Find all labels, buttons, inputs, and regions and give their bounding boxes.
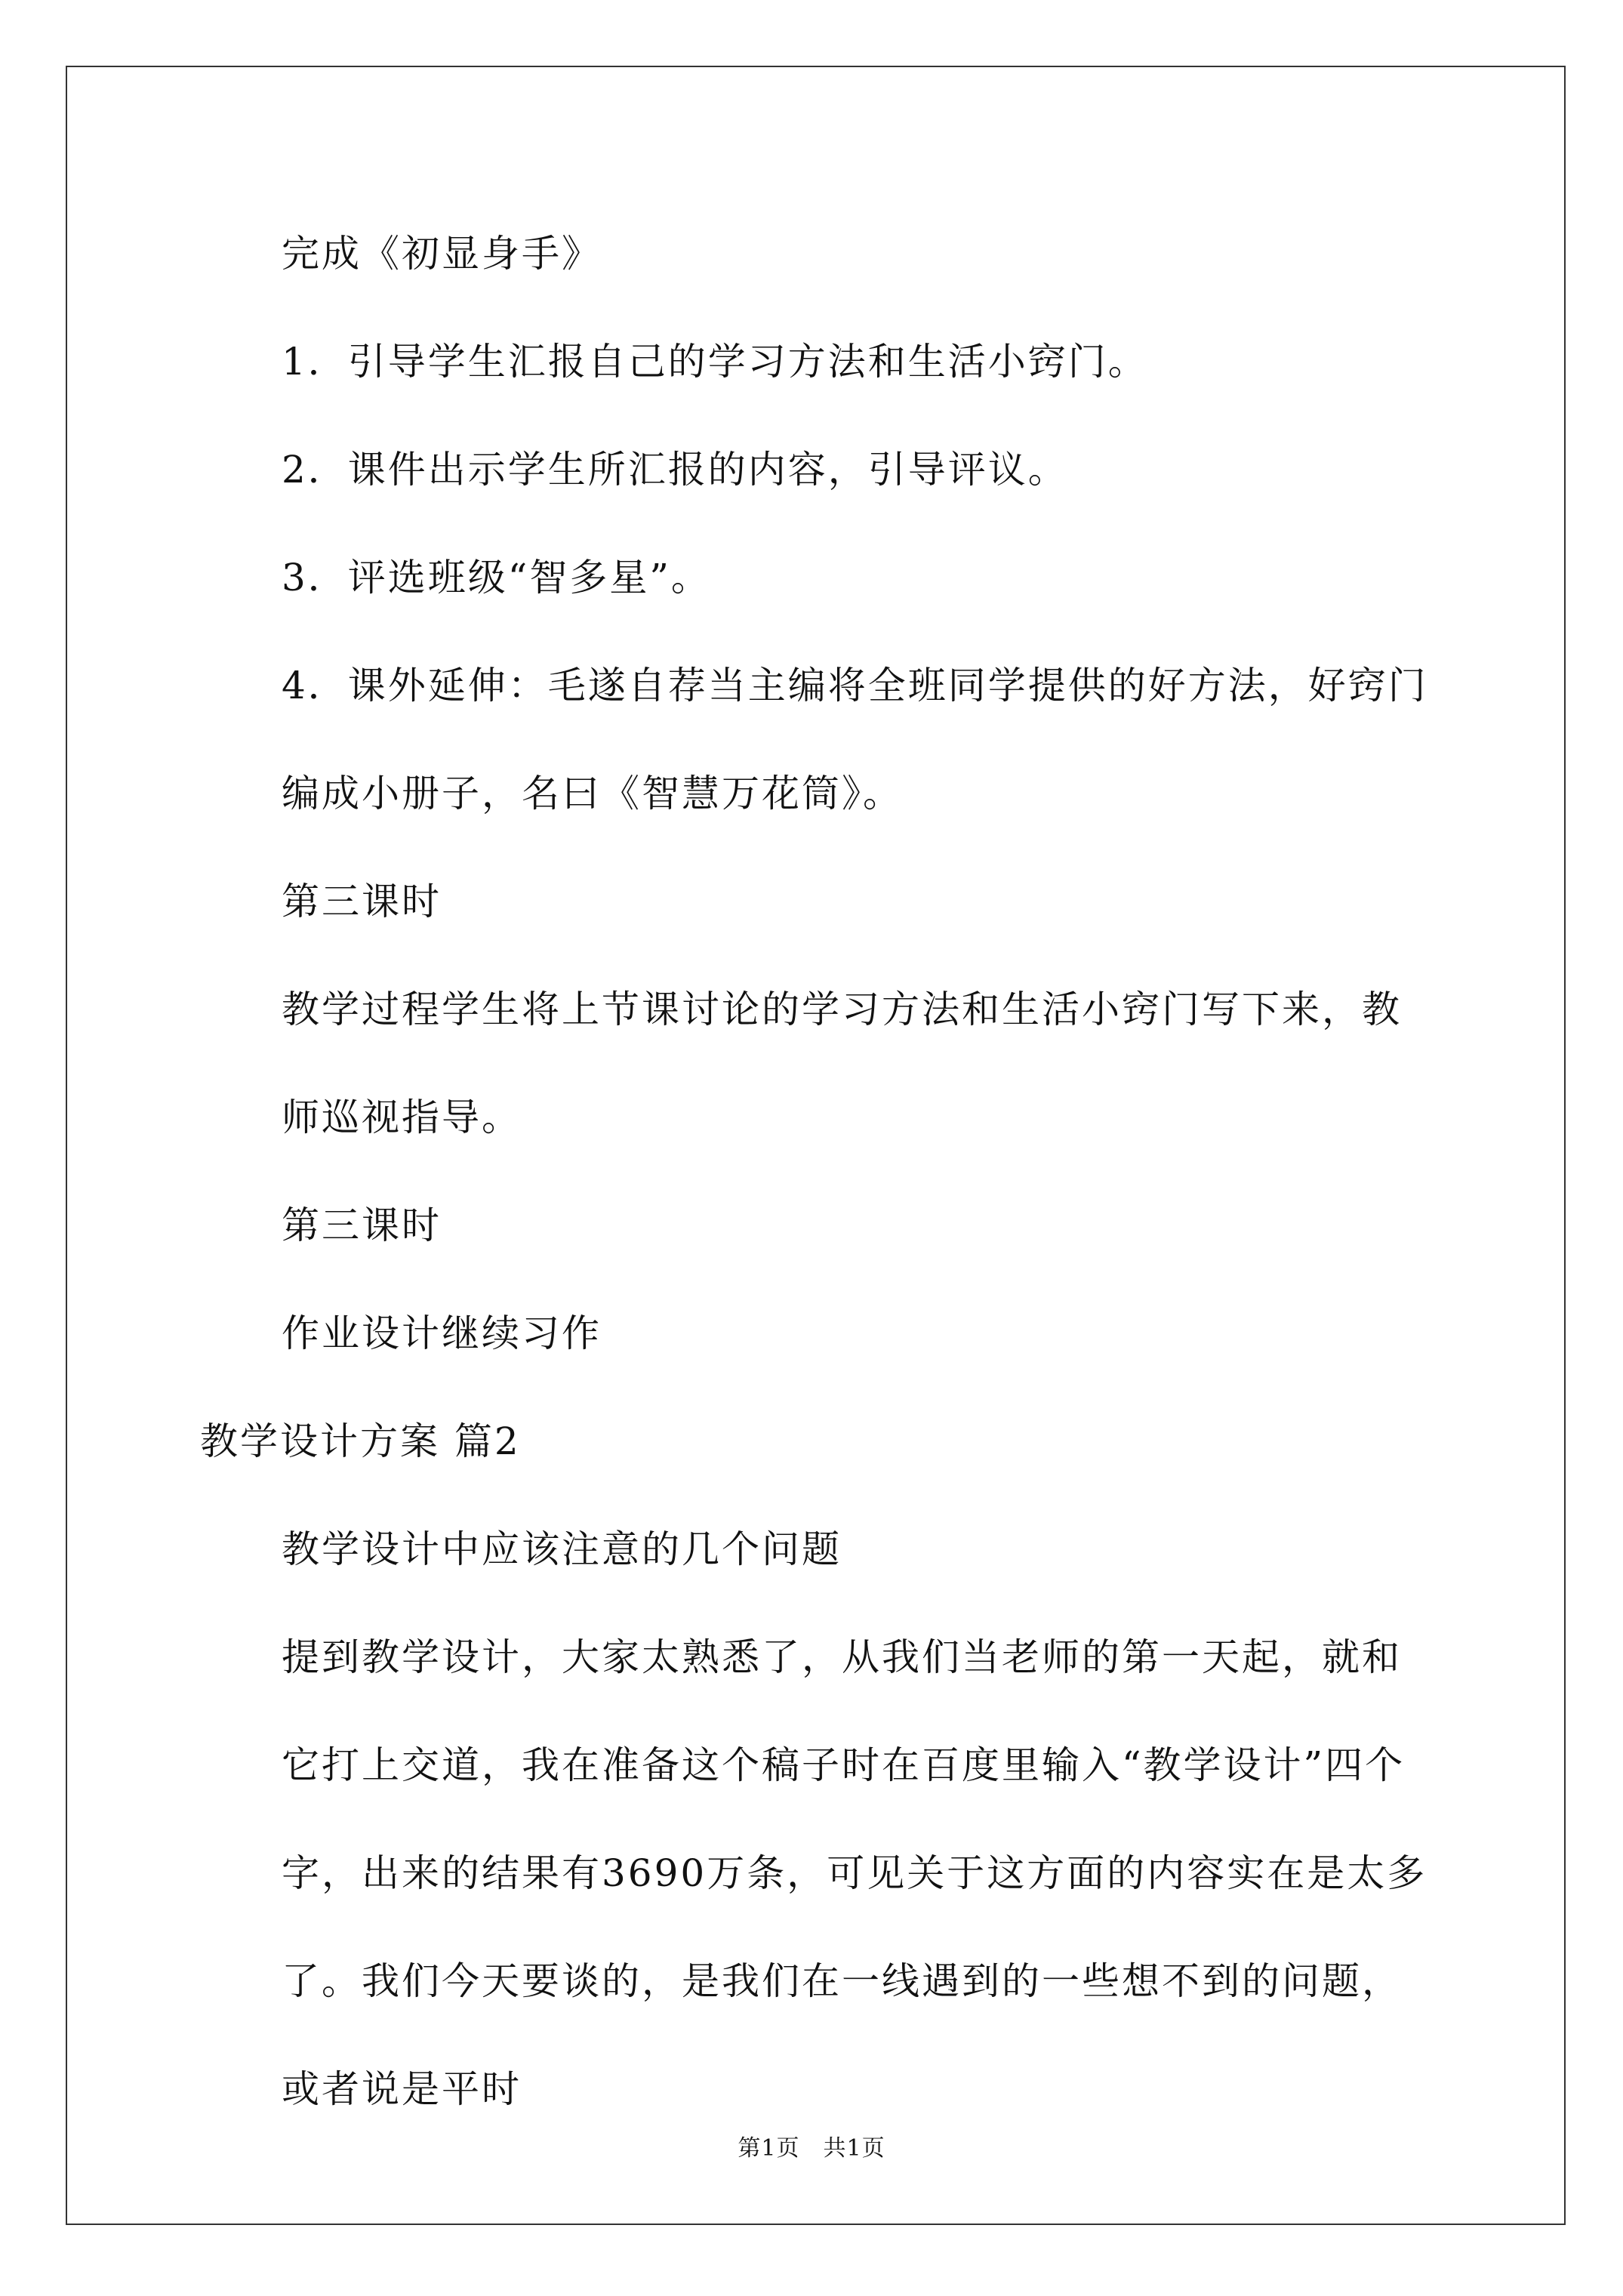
section-title: 第三课时 xyxy=(282,880,442,923)
paragraph: 教学设计中应该注意的几个问题 xyxy=(282,1527,842,1571)
paragraph: 作业设计继续习作 xyxy=(282,1311,602,1355)
document-heading: 教学设计方案 篇2 xyxy=(200,1419,521,1463)
paragraph: 4．课外延伸：毛遂自荐当主编将全班同学提供的好方法，好窍门编成小册子，名曰《智慧万花筒》。 xyxy=(282,664,1428,815)
paragraph: 完成《初显身手》 xyxy=(282,232,602,276)
paragraph: 1．引导学生汇报自己的学习方法和生活小窍门。 xyxy=(282,340,1148,384)
paragraph: 提到教学设计，大家太熟悉了，从我们当老师的第一天起，就和它打上交道，我在准备这个稿子时在百度里输入“教学设计”四个字，出来的结果有3690万条，可见关于这方面的内容实在是太多了。我们今天要谈的，是我们在一线遇到的一些想不到的问题，或者说是平时 xyxy=(282,1635,1427,2111)
paragraph: 2．课件出示学生所汇报的内容，引导评议。 xyxy=(282,448,1068,492)
section-title: 第三课时 xyxy=(282,1203,442,1247)
document-body xyxy=(200,200,1431,2143)
paragraph: 3．评选班级“智多星”。 xyxy=(282,556,711,599)
page-number-footer: 第1页 共1页 xyxy=(738,2135,885,2162)
paragraph: 教学过程学生将上节课讨论的学习方法和生活小窍门写下来，教师巡视指导。 xyxy=(282,988,1402,1139)
